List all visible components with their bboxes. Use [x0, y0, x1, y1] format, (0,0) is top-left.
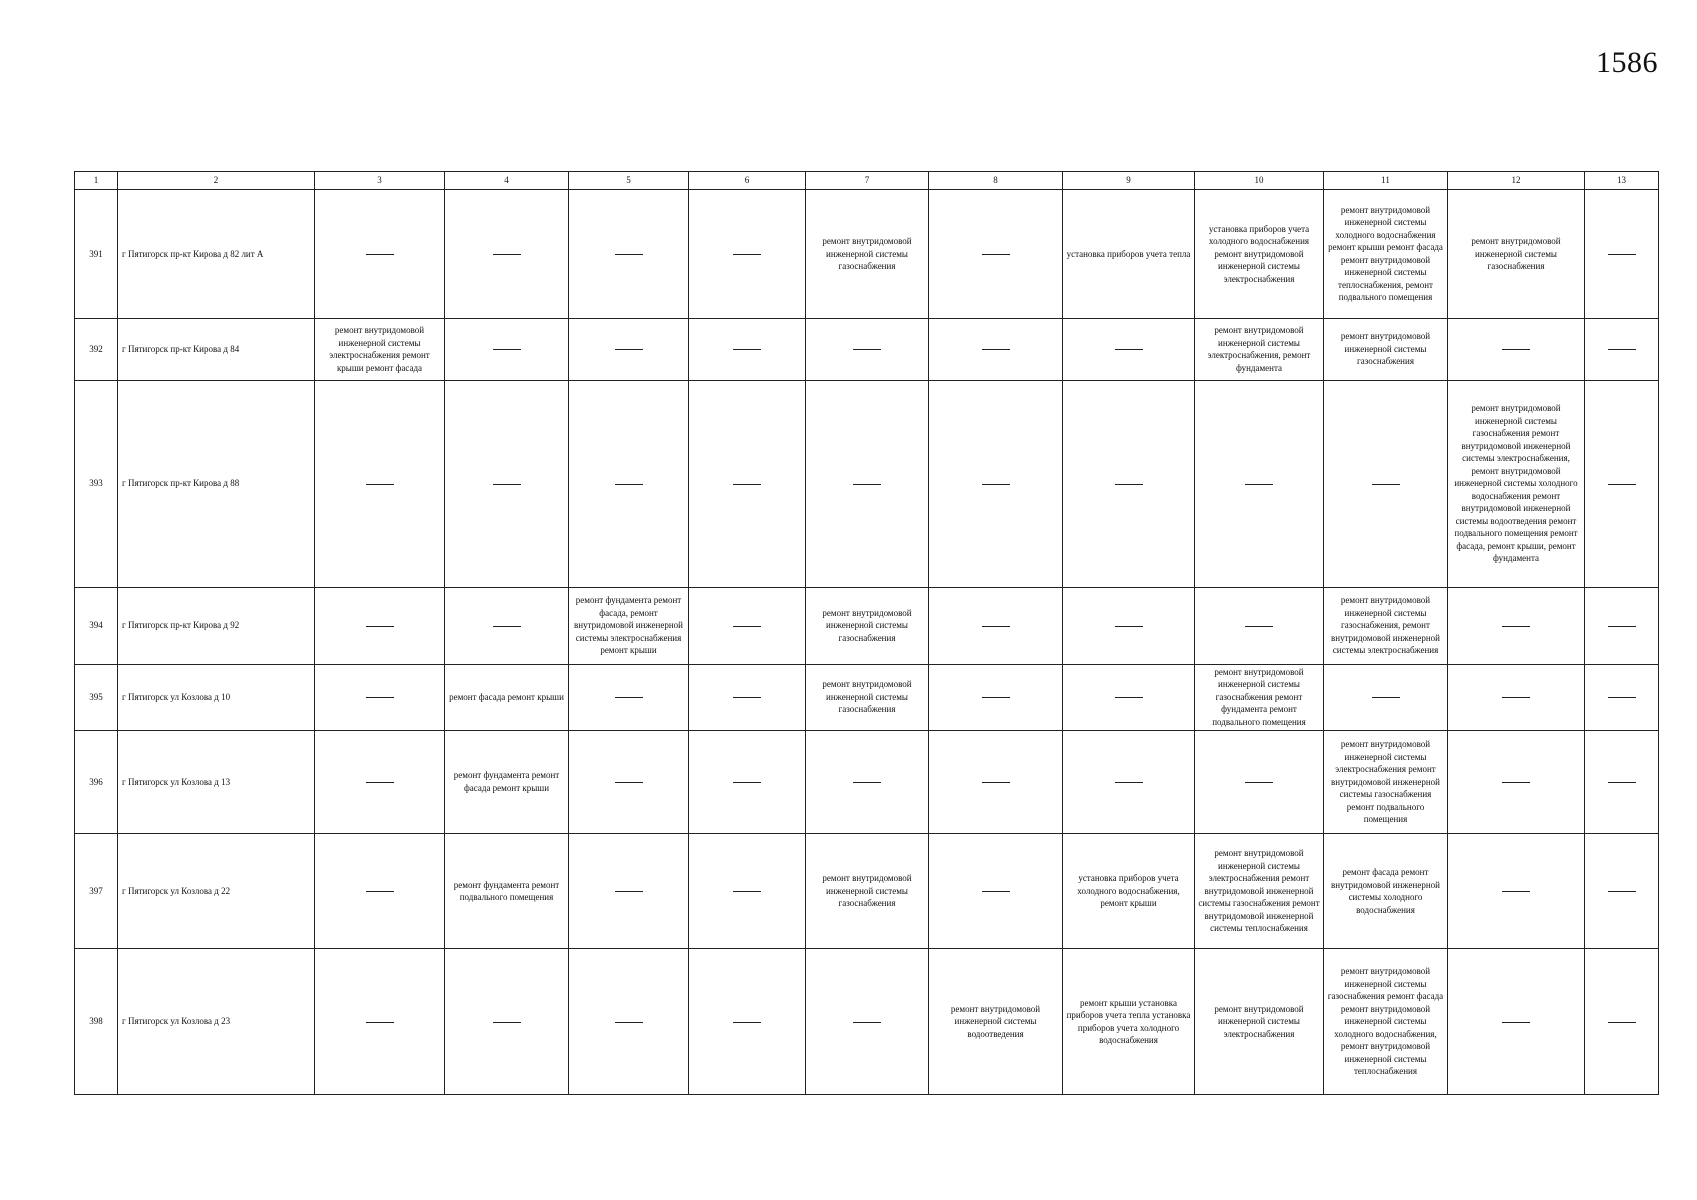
column-number-header: 9: [1063, 172, 1195, 190]
work-description-text: ремонт внутридомовой инженерной системы газоснабжения ремонт фасада ремонт внутридомовой инженерной системы холодного водоснабжения, ремонт внутридомовой инженерной системы теплоснабжения: [1327, 966, 1444, 1077]
dash-mark: [1502, 782, 1530, 783]
column-number-header: 4: [445, 172, 569, 190]
row-number: 396: [75, 730, 118, 833]
dash-mark: [1502, 1022, 1530, 1023]
empty-dash-cell: [1063, 730, 1195, 833]
empty-dash-cell: [689, 949, 806, 1095]
work-description-cell: [1324, 949, 1448, 1095]
empty-dash-cell: [1585, 190, 1659, 318]
empty-dash-cell: [315, 380, 445, 587]
dash-mark: [982, 484, 1010, 485]
empty-dash-cell: [929, 190, 1063, 318]
work-description-cell: [1324, 730, 1448, 833]
empty-dash-cell: [1063, 318, 1195, 380]
work-description-text: ремонт внутридомовой инженерной системы электроснабжения: [1214, 1003, 1304, 1039]
work-description-text: ремонт фундамента ремонт подвального помещения: [453, 879, 560, 903]
column-number-header: 12: [1448, 172, 1585, 190]
dash-mark: [733, 254, 761, 255]
dash-mark: [366, 891, 394, 892]
empty-dash-cell: [929, 664, 1063, 730]
work-description-cell: [1195, 664, 1324, 730]
dash-mark: [615, 1022, 643, 1023]
column-number-header: 2: [118, 172, 315, 190]
empty-dash-cell: [315, 730, 445, 833]
row-number: 395: [75, 664, 118, 730]
work-description-text: ремонт внутридомовой инженерной системы газоснабжения ремонт внутридомовой инженерной системы электроснабжения, ремонт внутридомовой инженерной системы холодного водоснабжения ремонт внутридомовой инженерной системы водоотведения ремонт подвального помещения ремонт фасада, ремонт крыши, ремонт фундамента: [1454, 403, 1578, 564]
dash-mark: [1608, 626, 1636, 627]
column-number-header: 7: [806, 172, 929, 190]
dash-mark: [982, 254, 1010, 255]
address-cell: г Пятигорск пр-кт Кирова д 84: [118, 318, 315, 380]
empty-dash-cell: [1448, 730, 1585, 833]
work-description-text: ремонт внутридомовой инженерной системы газоснабжения: [1340, 331, 1431, 367]
empty-dash-cell: [1063, 587, 1195, 664]
work-description-text: ремонт крыши установка приборов учета тепла установка приборов учета холодного водоснабжения: [1066, 997, 1191, 1046]
dash-mark: [1245, 484, 1273, 485]
empty-dash-cell: [806, 730, 929, 833]
dash-mark: [1608, 891, 1636, 892]
column-number-header: 3: [315, 172, 445, 190]
row-number: 398: [75, 949, 118, 1095]
work-description-text: ремонт внутридомовой инженерной системы газоснабжения, ремонт внутридомовой инженерной системы электроснабжения: [1331, 595, 1440, 656]
empty-dash-cell: [1585, 587, 1659, 664]
column-number-header: 10: [1195, 172, 1324, 190]
empty-dash-cell: [1585, 949, 1659, 1095]
work-description-text: ремонт внутридомовой инженерной системы электроснабжения ремонт внутридомовой инженерной системы газоснабжения ремонт подвального помещения: [1331, 739, 1440, 825]
row-number: 393: [75, 380, 118, 587]
work-description-cell: [315, 318, 445, 380]
row-number: 392: [75, 318, 118, 380]
empty-dash-cell: [569, 949, 689, 1095]
empty-dash-cell: [315, 833, 445, 948]
dash-mark: [615, 782, 643, 783]
work-description-text: ремонт внутридомовой инженерной системы газоснабжения: [822, 236, 912, 272]
dash-mark: [1245, 626, 1273, 627]
dash-mark: [1115, 697, 1143, 698]
column-number-header-row: [75, 172, 1659, 190]
dash-mark: [982, 891, 1010, 892]
column-number-header: 5: [569, 172, 689, 190]
work-description-text: ремонт внутридомовой инженерной системы электроснабжения ремонт крыши ремонт фасада: [329, 325, 430, 373]
address-cell: г Пятигорск пр-кт Кирова д 82 лит А: [118, 190, 315, 318]
dash-mark: [1502, 349, 1530, 350]
empty-dash-cell: [689, 730, 806, 833]
dash-mark: [493, 254, 521, 255]
address-cell: г Пятигорск ул Козлова д 13: [118, 730, 315, 833]
work-description-cell: [806, 664, 929, 730]
empty-dash-cell: [689, 587, 806, 664]
empty-dash-cell: [1448, 833, 1585, 948]
empty-dash-cell: [1585, 318, 1659, 380]
row-number: 394: [75, 587, 118, 664]
empty-dash-cell: [1585, 380, 1659, 587]
empty-dash-cell: [569, 730, 689, 833]
dash-mark: [366, 484, 394, 485]
empty-dash-cell: [315, 664, 445, 730]
dash-mark: [982, 626, 1010, 627]
dash-mark: [1245, 782, 1273, 783]
work-description-cell: [1195, 833, 1324, 948]
dash-mark: [493, 626, 521, 627]
work-description-text: ремонт фасада ремонт внутридомовой инженерной системы холодного водоснабжения: [1331, 867, 1440, 915]
dash-mark: [1115, 782, 1143, 783]
empty-dash-cell: [689, 664, 806, 730]
empty-dash-cell: [445, 190, 569, 318]
work-description-text: установка приборов учета тепла: [1066, 248, 1191, 259]
dash-mark: [615, 697, 643, 698]
dash-mark: [1608, 697, 1636, 698]
dash-mark: [615, 891, 643, 892]
empty-dash-cell: [929, 587, 1063, 664]
work-description-cell: [445, 664, 569, 730]
work-description-text: ремонт внутридомовой инженерной системы холодного водоснабжения ремонт крыши ремонт фасада ремонт внутридомовой инженерной системы теплоснабжения, ремонт подвального помещения: [1328, 204, 1443, 303]
empty-dash-cell: [689, 318, 806, 380]
dash-mark: [615, 254, 643, 255]
dash-mark: [733, 782, 761, 783]
work-description-cell: [1324, 833, 1448, 948]
empty-dash-cell: [806, 380, 929, 587]
dash-mark: [366, 626, 394, 627]
dash-mark: [853, 782, 881, 783]
dash-mark: [1502, 891, 1530, 892]
table-row: [75, 664, 1659, 730]
empty-dash-cell: [569, 380, 689, 587]
dash-mark: [493, 1022, 521, 1023]
empty-dash-cell: [689, 190, 806, 318]
work-description-cell: [1063, 833, 1195, 948]
work-description-cell: [806, 587, 929, 664]
empty-dash-cell: [806, 949, 929, 1095]
work-description-text: ремонт фундамента ремонт фасада, ремонт внутридомовой инженерной системы электроснабжения ремонт крыши: [574, 595, 683, 656]
dash-mark: [615, 484, 643, 485]
dash-mark: [1608, 254, 1636, 255]
dash-mark: [733, 349, 761, 350]
empty-dash-cell: [315, 587, 445, 664]
empty-dash-cell: [1448, 664, 1585, 730]
empty-dash-cell: [569, 833, 689, 948]
work-description-text: ремонт внутридомовой инженерной системы газоснабжения: [1471, 236, 1561, 272]
empty-dash-cell: [1324, 664, 1448, 730]
empty-dash-cell: [315, 190, 445, 318]
dash-mark: [366, 1022, 394, 1023]
work-description-cell: [1448, 380, 1585, 587]
work-description-cell: [1195, 318, 1324, 380]
empty-dash-cell: [569, 190, 689, 318]
work-description-text: ремонт фундамента ремонт фасада ремонт крыши: [453, 770, 560, 793]
dash-mark: [733, 1022, 761, 1023]
empty-dash-cell: [929, 730, 1063, 833]
dash-mark: [366, 254, 394, 255]
work-description-cell: [1324, 318, 1448, 380]
dash-mark: [1372, 484, 1400, 485]
address-cell: г Пятигорск пр-кт Кирова д 92: [118, 587, 315, 664]
dash-mark: [853, 349, 881, 350]
work-description-cell: [806, 190, 929, 318]
work-description-text: ремонт внутридомовой инженерной системы газоснабжения: [822, 607, 912, 643]
dash-mark: [1608, 349, 1636, 350]
column-number-header: 6: [689, 172, 806, 190]
empty-dash-cell: [1195, 380, 1324, 587]
work-description-cell: [1324, 587, 1448, 664]
column-number-header: 13: [1585, 172, 1659, 190]
work-description-cell: [806, 833, 929, 948]
empty-dash-cell: [1195, 587, 1324, 664]
table-row: [75, 190, 1659, 318]
work-description-text: ремонт внутридомовой инженерной системы электроснабжения ремонт внутридомовой инженерной системы газоснабжения ремонт внутридомовой инженерной системы теплоснабжения: [1198, 848, 1320, 934]
dash-mark: [493, 349, 521, 350]
dash-mark: [733, 626, 761, 627]
work-description-cell: [1195, 949, 1324, 1095]
column-number-header: 1: [75, 172, 118, 190]
work-description-text: ремонт внутридомовой инженерной системы газоснабжения: [822, 873, 912, 909]
empty-dash-cell: [1063, 380, 1195, 587]
empty-dash-cell: [315, 949, 445, 1095]
table-row: [75, 833, 1659, 948]
dash-mark: [1502, 626, 1530, 627]
empty-dash-cell: [929, 318, 1063, 380]
work-description-cell: [1324, 190, 1448, 318]
empty-dash-cell: [929, 380, 1063, 587]
dash-mark: [493, 484, 521, 485]
work-description-text: ремонт внутридомовой инженерной системы газоснабжения: [822, 679, 912, 715]
dash-mark: [853, 484, 881, 485]
dash-mark: [733, 484, 761, 485]
work-description-cell: [445, 833, 569, 948]
dash-mark: [1372, 697, 1400, 698]
work-description-cell: [569, 587, 689, 664]
dash-mark: [1115, 349, 1143, 350]
repair-schedule-table: [74, 171, 1659, 1095]
table-row: [75, 318, 1659, 380]
work-description-cell: [1448, 190, 1585, 318]
empty-dash-cell: [1585, 833, 1659, 948]
work-description-cell: [929, 949, 1063, 1095]
empty-dash-cell: [445, 949, 569, 1095]
work-description-cell: [1195, 190, 1324, 318]
work-description-cell: [445, 730, 569, 833]
work-description-text: ремонт фасада ремонт крыши: [449, 691, 564, 702]
empty-dash-cell: [445, 318, 569, 380]
dash-mark: [982, 349, 1010, 350]
dash-mark: [366, 697, 394, 698]
empty-dash-cell: [689, 380, 806, 587]
table-row: [75, 949, 1659, 1095]
row-number: 397: [75, 833, 118, 948]
empty-dash-cell: [445, 380, 569, 587]
address-cell: г Пятигорск ул Козлова д 22: [118, 833, 315, 948]
dash-mark: [982, 697, 1010, 698]
column-number-header: 11: [1324, 172, 1448, 190]
empty-dash-cell: [445, 587, 569, 664]
dash-mark: [1608, 782, 1636, 783]
address-cell: г Пятигорск пр-кт Кирова д 88: [118, 380, 315, 587]
empty-dash-cell: [806, 318, 929, 380]
dash-mark: [1608, 484, 1636, 485]
empty-dash-cell: [1448, 318, 1585, 380]
empty-dash-cell: [689, 833, 806, 948]
empty-dash-cell: [569, 318, 689, 380]
address-cell: г Пятигорск ул Козлова д 23: [118, 949, 315, 1095]
dash-mark: [982, 782, 1010, 783]
table-row: [75, 730, 1659, 833]
empty-dash-cell: [1063, 664, 1195, 730]
work-description-text: ремонт внутридомовой инженерной системы электроснабжения, ремонт фундамента: [1207, 325, 1311, 373]
work-description-text: установка приборов учета холодного водоснабжения, ремонт крыши: [1077, 873, 1180, 909]
dash-mark: [366, 782, 394, 783]
work-description-text: ремонт внутридомовой инженерной системы газоснабжения ремонт фундамента ремонт подвального помещения: [1212, 666, 1306, 727]
table-row: [75, 587, 1659, 664]
empty-dash-cell: [929, 833, 1063, 948]
dash-mark: [733, 891, 761, 892]
table-row: [75, 380, 1659, 587]
empty-dash-cell: [1324, 380, 1448, 587]
dash-mark: [1608, 1022, 1636, 1023]
empty-dash-cell: [1585, 664, 1659, 730]
empty-dash-cell: [1195, 730, 1324, 833]
page-number: 1586: [1596, 46, 1658, 79]
work-description-text: ремонт внутридомовой инженерной системы водоотведения: [950, 1003, 1041, 1039]
column-number-header: 8: [929, 172, 1063, 190]
dash-mark: [733, 697, 761, 698]
row-number: 391: [75, 190, 118, 318]
dash-mark: [853, 1022, 881, 1023]
empty-dash-cell: [1585, 730, 1659, 833]
work-description-cell: [1063, 190, 1195, 318]
dash-mark: [1502, 697, 1530, 698]
work-description-text: установка приборов учета холодного водоснабжения ремонт внутридомовой инженерной системы электроснабжения: [1208, 223, 1310, 284]
empty-dash-cell: [569, 664, 689, 730]
dash-mark: [1115, 626, 1143, 627]
address-cell: г Пятигорск ул Козлова д 10: [118, 664, 315, 730]
empty-dash-cell: [1448, 949, 1585, 1095]
dash-mark: [615, 349, 643, 350]
dash-mark: [1115, 484, 1143, 485]
empty-dash-cell: [1448, 587, 1585, 664]
work-description-cell: [1063, 949, 1195, 1095]
